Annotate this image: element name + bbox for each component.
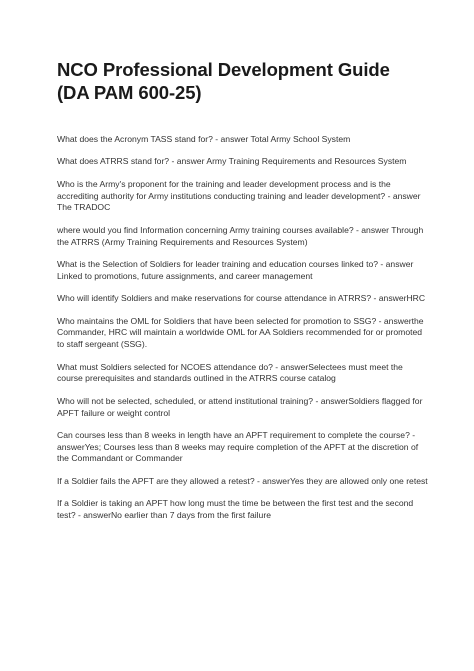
qa-item: What must Soldiers selected for NCOES attendance do? - answerSelectees must meet the course prerequisites and standards outlined in the ATRRS course catalog <box>57 361 403 384</box>
qa-item: Who is the Army's proponent for the training and leader development process and is the accrediting authority for Army institutions conducting training and leader development? - answer The TRADOC <box>57 178 421 213</box>
document-title <box>57 58 430 104</box>
qa-item: What does ATRRS stand for? - answer Army Training Requirements and Resources System <box>57 156 407 167</box>
qa-item: Can courses less than 8 weeks in length have an APFT requirement to complete the course? - answerYes; Courses less than 8 weeks may require completion of the APFT at the discretion of the Commandant or Commander <box>57 429 419 464</box>
qa-item: Who will identify Soldiers and make reservations for course attendance in ATRRS? - answerHRC <box>57 293 426 304</box>
qa-item: Who maintains the OML for Soldiers that have been selected for promotion to SSG? - answerthe Commander, HRC will maintain a worldwide OML for AA Soldiers recommended for or promoted to staff sergeant (SSG). <box>57 315 424 350</box>
qa-item: Who will not be selected, scheduled, or attend institutional training? - answerSoldiers flagged for APFT failure or weight control <box>57 395 423 418</box>
title-line-2: (DA PAM 600-25) <box>57 82 202 103</box>
qa-item: If a Soldier is taking an APFT how long must the time be between the first test and the second test? - answerNo earlier than 7 days from the first failure <box>57 498 414 521</box>
qa-list <box>57 134 430 522</box>
qa-item: What is the Selection of Soldiers for leader training and education courses linked to? - answer Linked to promotions, future assignments, and career management <box>57 258 414 281</box>
qa-item: If a Soldier fails the APFT are they allowed a retest? - answerYes they are allowed only one retest <box>57 475 428 486</box>
qa-item: where would you find Information concerning Army training courses available? - answer Through the ATRRS (Army Training Requirements and Resources System) <box>57 224 424 247</box>
qa-item: What does the Acronym TASS stand for? - answer Total Army School System <box>57 134 351 144</box>
title-line-1: NCO Professional Development Guide <box>57 59 390 80</box>
